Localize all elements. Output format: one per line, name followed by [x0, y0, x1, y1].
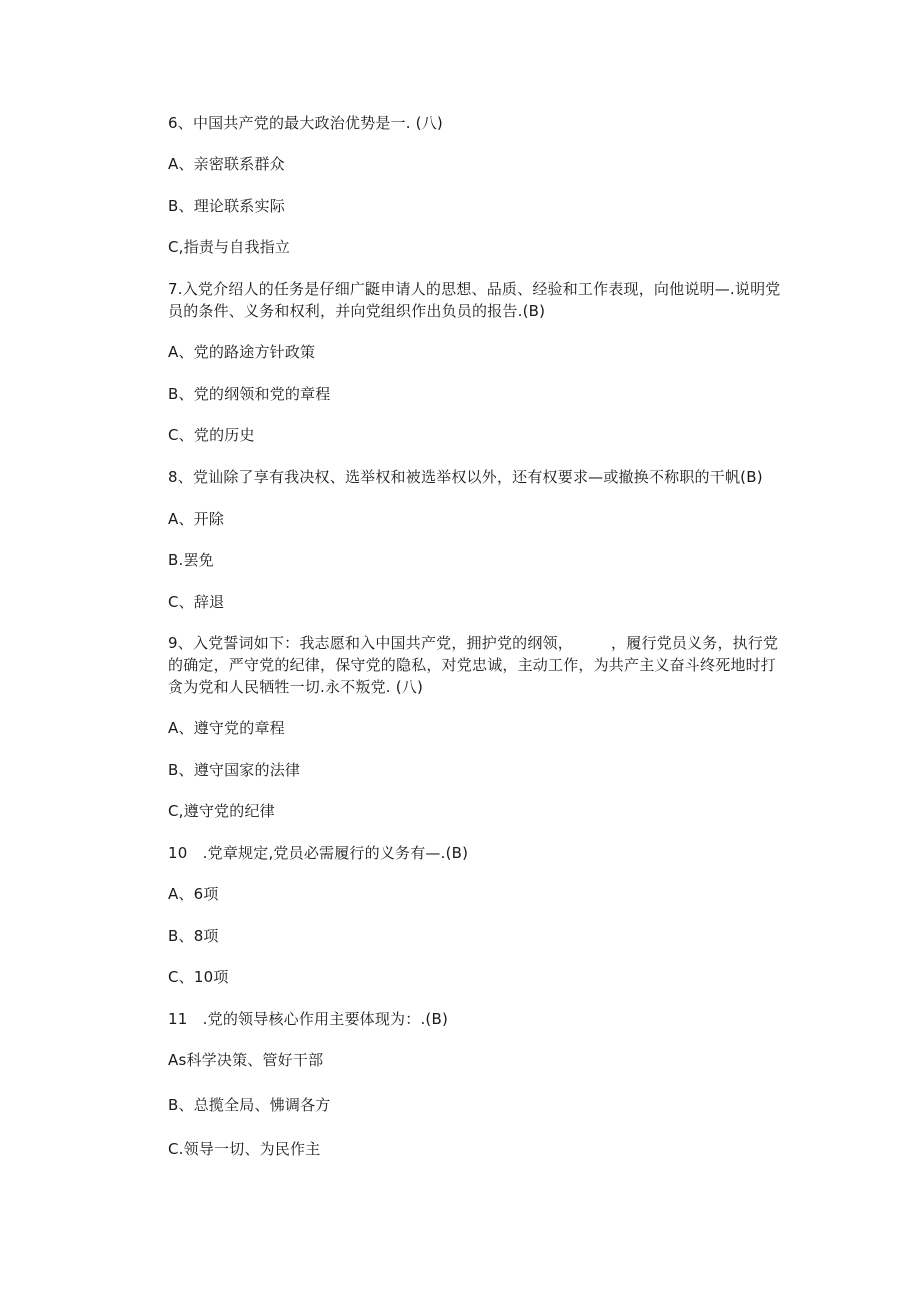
question-8: 8、党讪除了享有我决权、选举权和被选举权以外，还有权要求—或撤换不称职的干帆(B) — [168, 468, 763, 486]
q10-option-a: A、6项 — [168, 885, 219, 903]
q6-option-c: C,指责与自我指立 — [168, 238, 291, 256]
q11-option-c: C.领导一切、为民作主 — [168, 1140, 321, 1158]
question-10: 10 .党章规定,党员必需履行的义务有—.(B) — [168, 844, 469, 862]
q7-option-a: A、党的路途方针政策 — [168, 343, 316, 361]
q10-option-c: C、10项 — [168, 968, 229, 986]
q9-option-b: B、遵守国家的法律 — [168, 761, 301, 779]
question-7: 7.入党介绍人的任务是仔细广鼮申请人的思想、品质、经验和工作表现，向他说明—.说明党员的条件、义务和权利，并向党组织作出负员的报告.(B) — [168, 280, 781, 320]
q6-option-a: A、亲密联系群众 — [168, 155, 285, 173]
q9-option-a: A、遵守党的章程 — [168, 719, 285, 737]
q11-option-b: B、总揽全局、怫调各方 — [168, 1096, 331, 1114]
q8-option-a: A、开除 — [168, 510, 225, 528]
q8-option-b: B.罢免 — [168, 551, 214, 569]
q7-option-b: B、党的纲领和党的章程 — [168, 385, 331, 403]
question-9: 9、入党誓词如下：我志愿和入中国共产党，拥护党的纲领， ，履行党员义务，执行党的确定，严守党的纪律，保守党的隐私，对党忠诚，主动工作，为共产主义奋斗终死地时打贪为党和人民牺牲一切.永不叛党. (八) — [168, 634, 779, 696]
q8-option-c: C、辞退 — [168, 593, 225, 611]
question-6: 6、中国共产党的最大政治优势是一. (八) — [168, 114, 443, 132]
q11-option-a: As科学决策、管好干部 — [168, 1051, 324, 1069]
q9-option-c: C,遵守党的纪律 — [168, 802, 275, 820]
q10-option-b: B、8项 — [168, 927, 219, 945]
q6-option-b: B、理论联系实际 — [168, 197, 285, 215]
q7-option-c: C、党的历史 — [168, 426, 255, 444]
question-11: 11 .党的领导核心作用主要体现为：.(B) — [168, 1010, 449, 1028]
